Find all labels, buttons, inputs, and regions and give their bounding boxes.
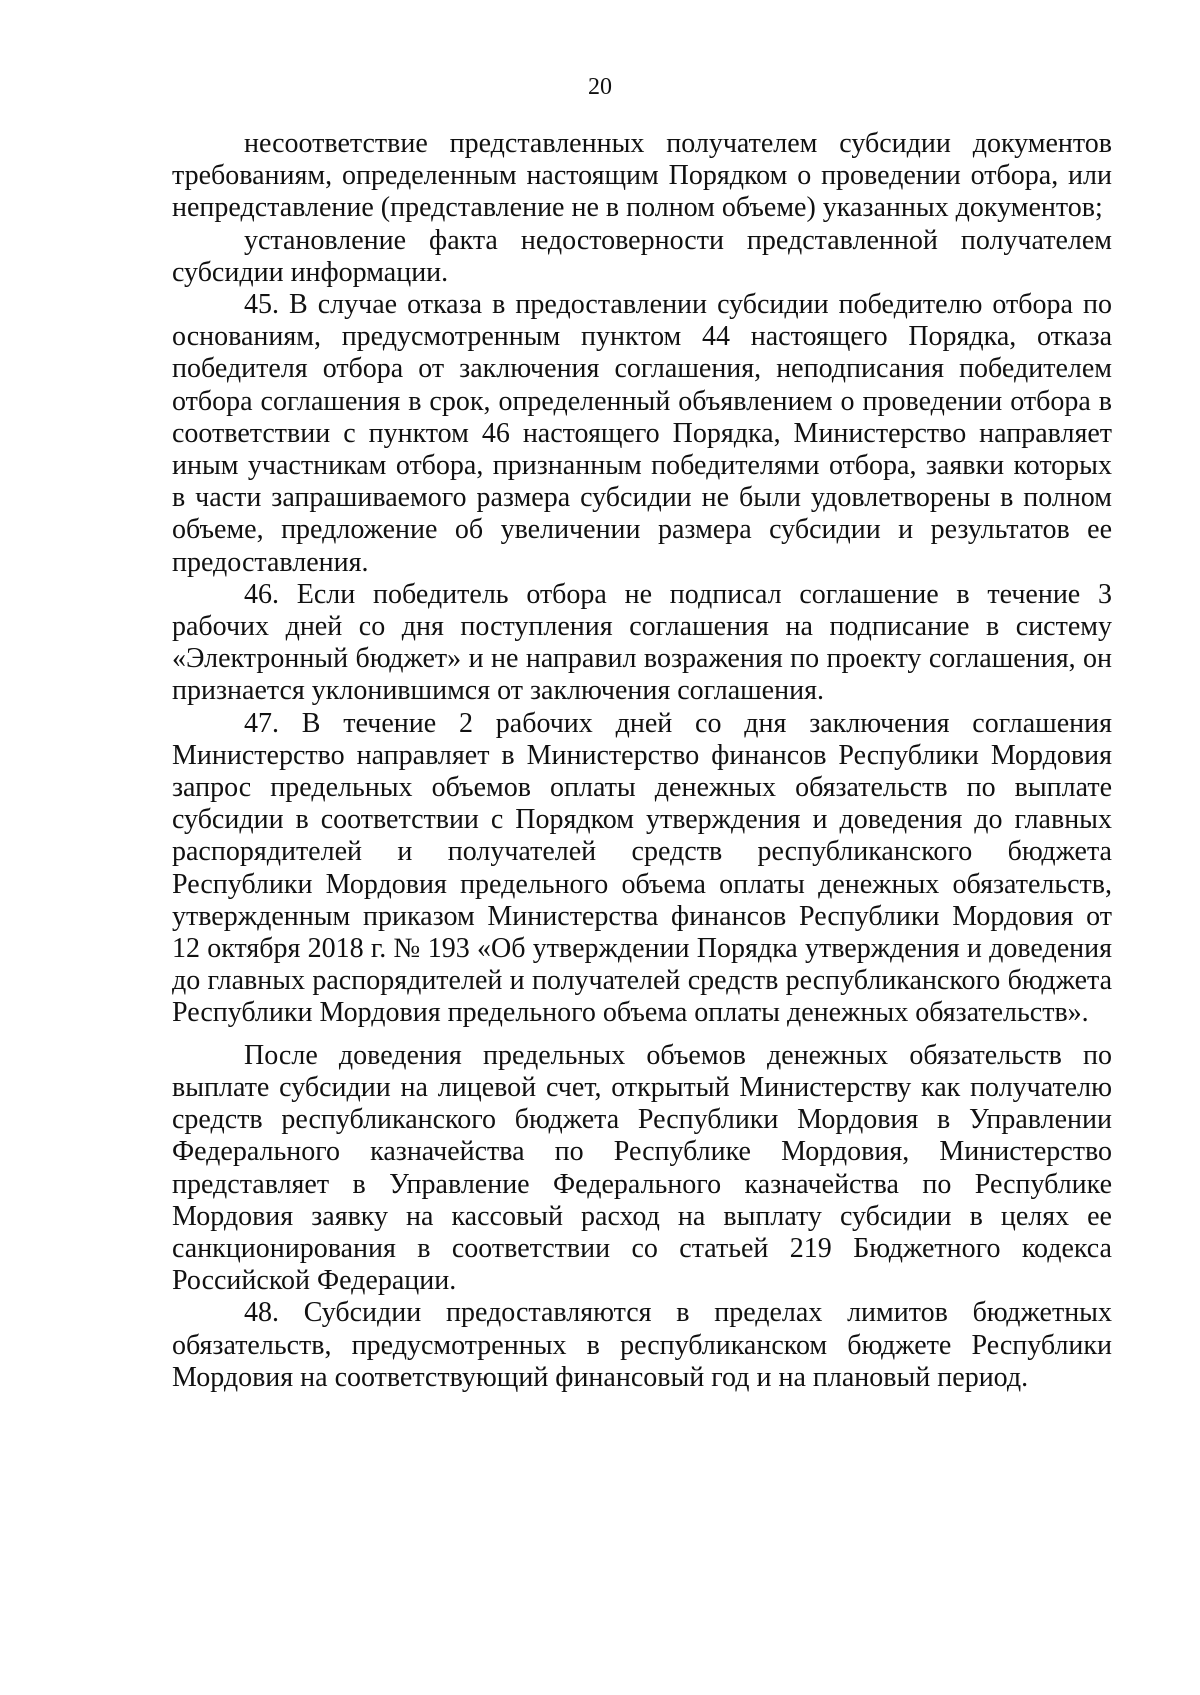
paragraph-46: 46. Если победитель отбора не подписал соглашение в течение 3 рабочих дней со дня поступления соглашения на подписание в систему «Электронный бюджет» и не направил возражения по проекту соглашения, он признается уклонившимся от заключения соглашения. [172, 578, 1112, 707]
paragraph-47: 47. В течение 2 рабочих дней со дня заключения соглашения Министерство направляет в Министерство финансов Республики Мордовия запрос предельных объемов оплаты денежных обязательств по выплате субсидии в соответствии с Порядком утверждения и доведения до главных распорядителей и получателей средств республиканского бюджета Республики Мордовия предельного объема оплаты денежных обязательств, утвержденным приказом Министерства финансов Республики Мордовия от 12 октября 2018 г. № 193 «Об утверждении Порядка утверждения и доведения до главных распорядителей и получателей средств республиканского бюджета Республики Мордовия предельного объема оплаты денежных обязательств». [172, 707, 1112, 1029]
paragraph-grounds-unreliability: установление факта недостоверности представленной получателем субсидии информации. [172, 224, 1112, 288]
paragraph-grounds-nonconformity: несоответствие представленных получателем субсидии документов требованиям, определенным настоящим Порядком о проведении отбора, или непредставление (представление не в полном объеме) указанных документов; [172, 128, 1112, 224]
paragraph-47-continued: После доведения предельных объемов денежных обязательств по выплате субсидии на лицевой счет, открытый Министерству как получателю средств республиканского бюджета Республики Мордовия в Управлении Федерального казначейства по Республике Мордовия, Министерство представляет в Управление Федерального казначейства по Республике Мордовия заявку на кассовый расход на выплату субсидии в целях ее санкционирования в соответствии со статьей 219 Бюджетного кодекса Российской Федерации. [172, 1039, 1112, 1297]
paragraph-48: 48. Субсидии предоставляются в пределах лимитов бюджетных обязательств, предусмотренных в республиканском бюджете Республики Мордовия на соответствующий финансовый год и на плановый период. [172, 1297, 1112, 1393]
page-number: 20 [588, 74, 612, 100]
paragraph-45: 45. В случае отказа в предоставлении субсидии победителю отбора по основаниям, предусмотренным пунктом 44 настоящего Порядка, отказа победителя отбора от заключения соглашения, неподписания победителем отбора соглашения в срок, определенный объявлением о проведении отбора в соответствии с пунктом 46 настоящего Порядка, Министерство направляет иным участникам отбора, признанным победителями отбора, заявки которых в части запрашиваемого размера субсидии не были удовлетворены в полном объеме, предложение об увеличении размера субсидии и результатов ее предоставления. [172, 289, 1112, 578]
document-body [172, 128, 1112, 1394]
